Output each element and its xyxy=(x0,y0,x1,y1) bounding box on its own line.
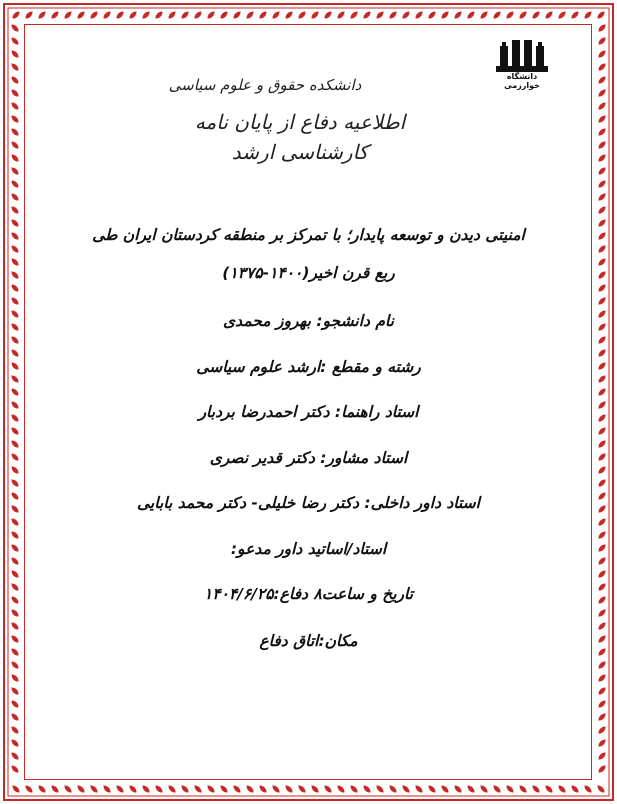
border-leaf xyxy=(10,36,20,46)
border-leaf xyxy=(597,517,607,527)
border-leaf xyxy=(597,647,607,657)
border-leaf xyxy=(492,10,502,20)
border-leaf xyxy=(414,10,424,20)
field-and-degree: رشته و مقطع :ارشد علوم سیاسی xyxy=(196,358,421,376)
border-leaf xyxy=(89,784,99,794)
border-leaf xyxy=(115,784,125,794)
border-leaf xyxy=(531,784,541,794)
border-leaf xyxy=(10,75,20,85)
border-leaf xyxy=(167,10,177,20)
border-leaf xyxy=(10,426,20,436)
border-leaf xyxy=(597,751,607,761)
border-leaf xyxy=(206,10,216,20)
border-leaf xyxy=(597,660,607,670)
border-leaf xyxy=(349,784,359,794)
border-leaf xyxy=(597,556,607,566)
border-leaf xyxy=(10,101,20,111)
border-leaf xyxy=(597,153,607,163)
border-leaf xyxy=(597,725,607,735)
border-leaf xyxy=(10,712,20,722)
border-leaf xyxy=(219,10,229,20)
border-leaf xyxy=(10,608,20,618)
border-leaf xyxy=(10,283,20,293)
border-leaf xyxy=(557,784,567,794)
border-leaf xyxy=(597,309,607,319)
border-leaf xyxy=(10,62,20,72)
border-leaf xyxy=(597,491,607,501)
border-leaf xyxy=(597,335,607,345)
border-leaf xyxy=(10,257,20,267)
border-leaf xyxy=(284,10,294,20)
border-leaf xyxy=(597,205,607,215)
border-leaf xyxy=(154,784,164,794)
border-leaf xyxy=(597,257,607,267)
border-leaf xyxy=(10,166,20,176)
border-leaf xyxy=(63,10,73,20)
border-leaf xyxy=(10,491,20,501)
border-leaf xyxy=(427,784,437,794)
border-leaf xyxy=(597,400,607,410)
border-leaf xyxy=(206,784,216,794)
border-leaf xyxy=(24,784,34,794)
border-leaf xyxy=(597,673,607,683)
announcement-title: اطلاعیه دفاع از پایان نامه xyxy=(194,110,406,134)
border-leaf xyxy=(597,114,607,124)
border-leaf xyxy=(10,348,20,358)
border-leaf xyxy=(10,192,20,202)
border-leaf xyxy=(10,322,20,332)
thesis-title-line-1: امنیتی دیدن و توسعه پایدار؛ با تمرکز بر منطقه کردستان ایران طی xyxy=(92,226,525,244)
border-leaf xyxy=(597,101,607,111)
border-leaf xyxy=(518,784,528,794)
border-leaf xyxy=(11,10,21,20)
border-leaf xyxy=(518,10,528,20)
border-leaf xyxy=(10,699,20,709)
border-leaf xyxy=(597,764,607,774)
border-leaf xyxy=(597,296,607,306)
border-leaf xyxy=(336,784,346,794)
thesis-title-line-2: ربع قرن اخیر(۱۴۰۰-۱۳۷۵) xyxy=(222,264,395,282)
border-leaf xyxy=(597,322,607,332)
border-leaf xyxy=(597,426,607,436)
border-leaf xyxy=(10,556,20,566)
border-leaf xyxy=(310,784,320,794)
border-leaf xyxy=(24,10,34,20)
border-leaf xyxy=(10,127,20,137)
border-leaf xyxy=(597,23,607,33)
border-leaf xyxy=(10,244,20,254)
border-leaf xyxy=(323,10,333,20)
border-leaf xyxy=(284,784,294,794)
border-leaf xyxy=(597,686,607,696)
border-leaf xyxy=(193,10,203,20)
border-leaf xyxy=(597,452,607,462)
border-leaf xyxy=(10,296,20,306)
border-leaf xyxy=(10,23,20,33)
border-leaf xyxy=(597,218,607,228)
border-leaf xyxy=(596,10,606,20)
border-leaf xyxy=(10,179,20,189)
border-leaf xyxy=(597,478,607,488)
border-leaf xyxy=(10,114,20,124)
border-leaf xyxy=(597,582,607,592)
border-leaf xyxy=(10,673,20,683)
border-leaf xyxy=(544,10,554,20)
border-leaf xyxy=(10,439,20,449)
border-leaf xyxy=(597,75,607,85)
border-leaf xyxy=(597,712,607,722)
supervisor: استاد راهنما: دکتر احمدرضا بردبار xyxy=(198,403,419,421)
border-leaf xyxy=(414,784,424,794)
border-leaf xyxy=(167,784,177,794)
border-leaf xyxy=(479,10,489,20)
border-leaf xyxy=(10,400,20,410)
border-leaf xyxy=(258,784,268,794)
border-leaf xyxy=(466,784,476,794)
border-leaf xyxy=(180,10,190,20)
border-leaf xyxy=(37,10,47,20)
border-leaf xyxy=(401,10,411,20)
border-leaf xyxy=(141,10,151,20)
border-leaf xyxy=(597,621,607,631)
border-leaf xyxy=(10,335,20,345)
border-leaf xyxy=(10,374,20,384)
border-leaf xyxy=(50,10,60,20)
border-leaf xyxy=(583,10,593,20)
border-leaf xyxy=(10,764,20,774)
border-leaf xyxy=(362,784,372,794)
border-leaf xyxy=(531,10,541,20)
border-leaf xyxy=(597,530,607,540)
border-leaf xyxy=(597,36,607,46)
border-leaf xyxy=(10,660,20,670)
border-leaf xyxy=(128,10,138,20)
border-leaf xyxy=(453,10,463,20)
border-leaf xyxy=(597,543,607,553)
degree-level: کارشناسی ارشد xyxy=(231,140,369,164)
border-leaf xyxy=(76,10,86,20)
border-leaf xyxy=(597,62,607,72)
border-leaf xyxy=(597,179,607,189)
border-leaf xyxy=(453,784,463,794)
border-leaf xyxy=(128,784,138,794)
border-leaf xyxy=(10,387,20,397)
border-leaf xyxy=(349,10,359,20)
border-leaf xyxy=(427,10,437,20)
border-leaf xyxy=(583,784,593,794)
border-leaf xyxy=(10,49,20,59)
border-leaf xyxy=(597,140,607,150)
border-leaf xyxy=(596,784,606,794)
logo-caption: دانشگاه خوارزمی xyxy=(504,72,540,90)
border-leaf xyxy=(154,10,164,20)
border-leaf xyxy=(597,166,607,176)
border-leaf xyxy=(440,10,450,20)
border-leaf xyxy=(336,10,346,20)
border-leaf xyxy=(597,569,607,579)
border-leaf xyxy=(597,699,607,709)
border-leaf xyxy=(10,218,20,228)
border-leaf xyxy=(597,361,607,371)
border-leaf xyxy=(232,784,242,794)
border-leaf xyxy=(401,784,411,794)
border-leaf xyxy=(76,784,86,794)
border-leaf xyxy=(362,10,372,20)
border-leaf xyxy=(258,10,268,20)
border-leaf xyxy=(597,49,607,59)
advisor: استاد مشاور: دکتر قدیر نصری xyxy=(209,449,408,467)
defense-location: مکان:اتاق دفاع xyxy=(259,632,358,650)
border-leaf xyxy=(597,192,607,202)
border-leaf xyxy=(297,10,307,20)
border-leaf xyxy=(245,10,255,20)
border-leaf xyxy=(10,140,20,150)
student-name: نام دانشجو: بهروز محمدی xyxy=(223,312,394,330)
border-leaf xyxy=(310,10,320,20)
internal-examiner: استاد داور داخلی: دکتر رضا خلیلی- دکتر محمد بابایی xyxy=(137,494,480,512)
border-leaf xyxy=(10,478,20,488)
border-leaf xyxy=(10,413,20,423)
border-leaf xyxy=(597,283,607,293)
border-leaf xyxy=(10,751,20,761)
border-leaf xyxy=(10,309,20,319)
border-leaf xyxy=(505,784,515,794)
border-leaf xyxy=(10,88,20,98)
border-leaf xyxy=(597,374,607,384)
border-leaf xyxy=(219,784,229,794)
border-leaf xyxy=(10,543,20,553)
border-leaf xyxy=(10,517,20,527)
border-leaf xyxy=(10,231,20,241)
border-leaf xyxy=(50,784,60,794)
border-leaf xyxy=(597,595,607,605)
border-leaf xyxy=(597,465,607,475)
border-leaf xyxy=(232,10,242,20)
border-leaf xyxy=(141,784,151,794)
border-leaf xyxy=(10,530,20,540)
border-leaf xyxy=(597,244,607,254)
border-leaf xyxy=(597,387,607,397)
border-leaf xyxy=(492,784,502,794)
defense-datetime: تاریخ و ساعت۸ دفاع:۱۴۰۴/۶/۲۵ xyxy=(203,585,414,603)
border-leaf xyxy=(597,439,607,449)
border-leaf xyxy=(479,784,489,794)
border-leaf xyxy=(10,725,20,735)
border-leaf xyxy=(102,784,112,794)
border-leaf xyxy=(10,686,20,696)
border-leaf xyxy=(10,452,20,462)
border-leaf xyxy=(10,582,20,592)
border-leaf xyxy=(115,10,125,20)
border-leaf xyxy=(597,634,607,644)
border-leaf xyxy=(10,504,20,514)
border-leaf xyxy=(597,738,607,748)
border-leaf xyxy=(10,621,20,631)
border-leaf xyxy=(557,10,567,20)
border-leaf xyxy=(10,595,20,605)
border-leaf xyxy=(271,10,281,20)
border-leaf xyxy=(180,784,190,794)
border-leaf xyxy=(323,784,333,794)
border-leaf xyxy=(10,361,20,371)
border-leaf xyxy=(11,784,21,794)
border-leaf xyxy=(10,738,20,748)
border-leaf xyxy=(570,784,580,794)
border-leaf xyxy=(375,784,385,794)
border-leaf xyxy=(89,10,99,20)
border-leaf xyxy=(10,153,20,163)
faculty-name: دانشکده حقوق و علوم سیاسی xyxy=(168,76,362,94)
border-leaf xyxy=(388,10,398,20)
border-leaf xyxy=(10,270,20,280)
border-leaf xyxy=(193,784,203,794)
border-leaf xyxy=(570,10,580,20)
border-leaf xyxy=(597,504,607,514)
border-leaf xyxy=(102,10,112,20)
border-leaf xyxy=(10,465,20,475)
border-leaf xyxy=(597,348,607,358)
border-leaf xyxy=(597,127,607,137)
border-leaf xyxy=(37,784,47,794)
border-leaf xyxy=(63,784,73,794)
border-leaf xyxy=(245,784,255,794)
border-leaf xyxy=(388,784,398,794)
border-leaf xyxy=(10,647,20,657)
border-leaf xyxy=(297,784,307,794)
border-leaf xyxy=(440,784,450,794)
border-leaf xyxy=(597,270,607,280)
border-leaf xyxy=(544,784,554,794)
border-leaf xyxy=(597,231,607,241)
border-leaf xyxy=(466,10,476,20)
content-frame xyxy=(24,24,592,780)
border-leaf xyxy=(10,205,20,215)
border-leaf xyxy=(597,413,607,423)
border-leaf xyxy=(271,784,281,794)
border-leaf xyxy=(10,634,20,644)
border-leaf xyxy=(375,10,385,20)
border-leaf xyxy=(597,88,607,98)
border-leaf xyxy=(10,569,20,579)
border-leaf xyxy=(597,608,607,618)
border-leaf xyxy=(505,10,515,20)
invited-examiner: استاد/اساتید داور مدعو: xyxy=(230,540,387,558)
